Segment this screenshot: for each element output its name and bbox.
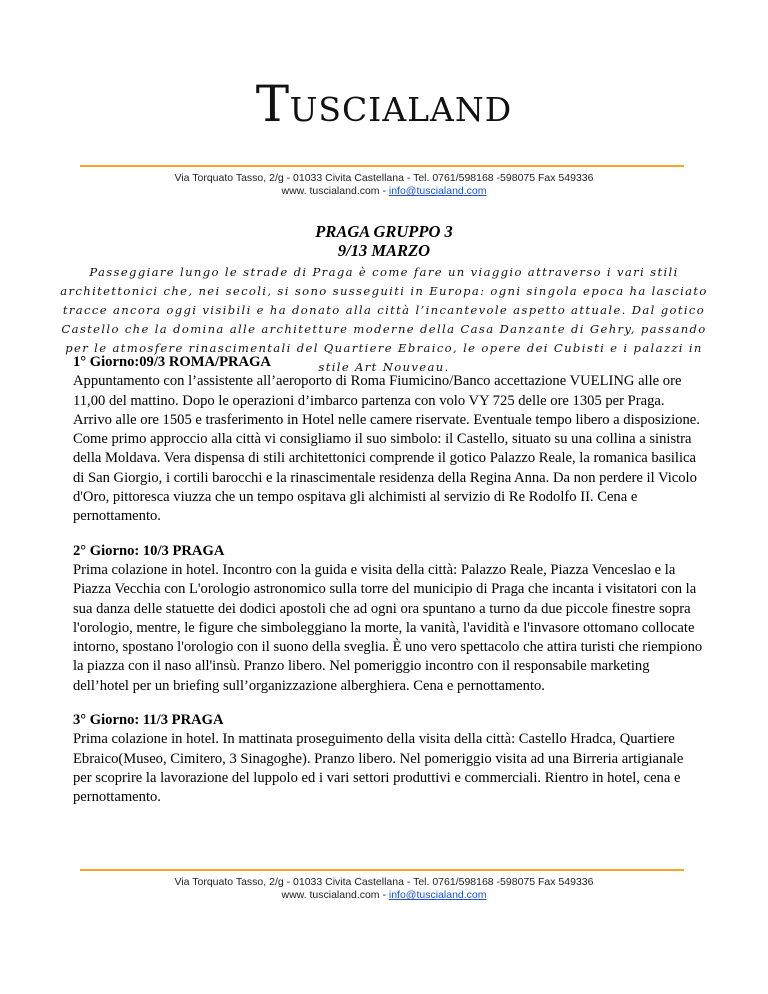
day-1-text: Appuntamento con l’assistente all’aeroporto di Roma Fiumicino/Banco accettazione VUELING alle ore 11,00 del mattino. Dopo le operazioni d’imbarco partenza con volo VY 725 delle ore 1305 per Praga. Arrivo alle ore 1505 e trasferimento in Hotel nelle camere riservate. Eventuale tempo libero a disposizione. Come primo approccio alla città vi consigliamo il suo simbolo: il Castello, situato su una collina a sinistra della Moldava. Vera dispensa di stili architettonici comprende il gotico Palazzo Reale, la romanica basilica di San Giorgio, i cortili barocchi e la rinascimentale residenza della Regina Anna. Da non perdere il Vicolo d'Oro, pittoresca viuzza che un tempo ospitava gli alchimisti al servizio di Re Rodolfo II. Cena e pernottamento. xyxy=(73,373,700,525)
tuscialand-logo xyxy=(0,75,768,136)
footer-website: www. tuscialand.com - xyxy=(281,889,389,901)
day-1 xyxy=(73,353,703,527)
day-2-text: Prima colazione in hotel. Incontro con la guida e visita della città: Palazzo Reale, Piazza Venceslao e la Piazza Vecchia con L'orologio astronomico sulla torre del municipio di Praga che incanta i visitatori con la sua danza delle statuette dei dodici apostoli che ad ogni ora spuntano a turno da due piccole finestre sopra l'orologio, mentre, le figure che simboleggiano la morte, la vanità, l'avidità e l'invasore ottomano collocate intorno, spostano l'orologio con il suono della sveglia. È uno vero spettacolo che attira turisti che riempiono la piazza con il naso all'insù. Pranzo libero. Nel pomeriggio incontro con il responsabile marketing dell’hotel per un briefing sull’organizzazione alberghiera. Cena e pernottamento. xyxy=(73,561,703,694)
day-2-heading: 2° Giorno: 10/3 PRAGA xyxy=(73,542,225,559)
logo-initial: T xyxy=(255,75,290,133)
header-web-line xyxy=(0,185,768,198)
day-3-text: Prima colazione in hotel. In mattinata proseguimento della visita della città: Castello Hradca, Quartiere Ebraico(Museo, Cimitero, 3 Sinagoghe). Pranzo libero. Nel pomeriggio visita ad una Birreria artigianale per scoprire la lavorazione del luppolo ed i vari settori produttivi e commerciali. Rientro in hotel, cena e pernottamento. xyxy=(73,731,684,806)
day-2 xyxy=(73,542,703,696)
footer-web-line xyxy=(0,889,768,902)
header-contact xyxy=(0,172,768,198)
footer-divider xyxy=(80,869,684,871)
intro-paragraph: Passeggiare lungo le strade di Praga è come fare un viaggio attraverso i vari stili architettonici che, nei secoli, si sono susseguiti in Europa: ogni singola epoca ha lasciato tracce ancora oggi visibili e ha donato alla città l’incantevole aspetto attuale. Dal gotico Castello che la domina alle architetture moderne della Casa Danzante di Gehry, passando per le atmosfere rinascimentali del Quartiere Ebraico, le opere dei Cubisti e i palazzi in stile Art Nouveau. xyxy=(60,265,708,374)
day-3-heading: 3° Giorno: 11/3 PRAGA xyxy=(73,712,224,729)
header-divider xyxy=(80,165,684,167)
logo-rest: USCIALAND xyxy=(289,90,513,129)
header-email-link[interactable]: info@tuscialand.com xyxy=(388,185,487,197)
footer-address: Via Torquato Tasso, 2/g - 01033 Civita Castellana - Tel. 0761/598168 -598075 Fax 549336 xyxy=(174,876,594,888)
document-title xyxy=(0,222,768,260)
title-line-2: 9/13 MARZO xyxy=(337,241,431,260)
day-1-heading: 1° Giorno:09/3 ROMA/PRAGA xyxy=(73,354,271,370)
day-3 xyxy=(73,711,703,807)
title-line-1: PRAGA GRUPPO 3 xyxy=(315,222,453,241)
footer-email-link[interactable]: info@tuscialand.com xyxy=(388,889,487,901)
header-address: Via Torquato Tasso, 2/g - 01033 Civita Castellana - Tel. 0761/598168 -598075 Fax 549336 xyxy=(174,172,594,184)
footer-contact xyxy=(0,876,768,902)
header-website: www. tuscialand.com - xyxy=(281,185,389,197)
itinerary xyxy=(73,353,703,823)
